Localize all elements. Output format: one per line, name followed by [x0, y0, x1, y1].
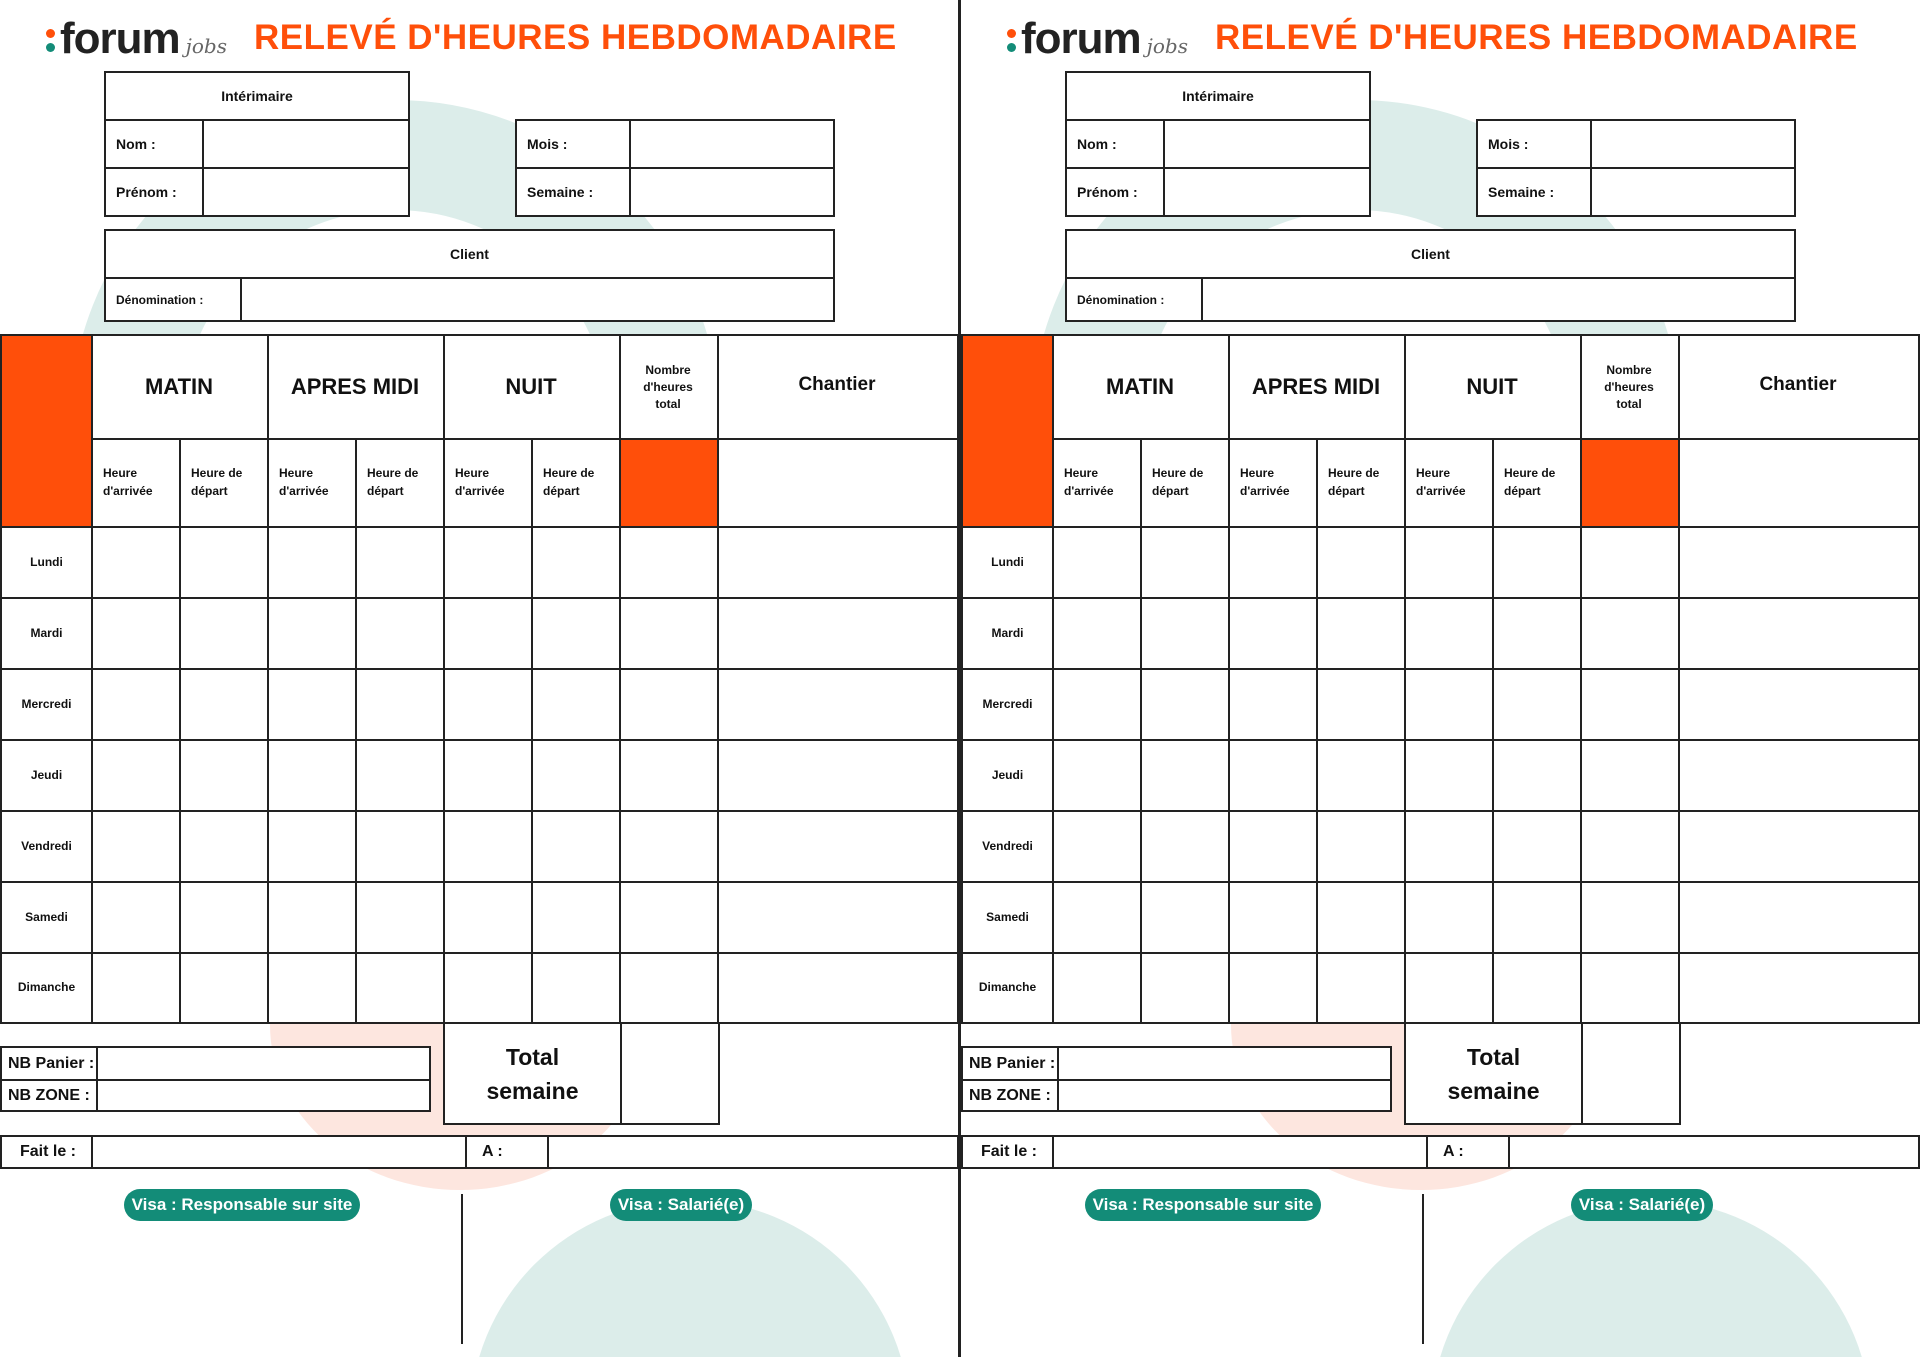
- hours-cell[interactable]: [179, 526, 267, 597]
- day-label: Mardi: [30, 625, 63, 640]
- total-semaine-label: Total semaine: [486, 1043, 579, 1104]
- denomination-label: Dénomination :: [1077, 292, 1165, 307]
- header-chantier: Chantier: [1759, 374, 1837, 395]
- hours-cell[interactable]: [717, 526, 957, 597]
- hours-cell[interactable]: [355, 526, 443, 597]
- hours-cell[interactable]: [1404, 810, 1492, 881]
- nb-box: [961, 1046, 1392, 1112]
- header-matin: MATIN: [1105, 374, 1175, 399]
- hours-cell[interactable]: [1140, 668, 1228, 739]
- hours-cell[interactable]: [1316, 739, 1404, 810]
- total-semaine-field[interactable]: [1583, 1024, 1679, 1123]
- hours-cell[interactable]: [1052, 952, 1140, 1022]
- hours-cell[interactable]: [1228, 526, 1316, 597]
- a-label: A :: [1443, 1143, 1464, 1160]
- hours-cell[interactable]: [355, 668, 443, 739]
- interimaire-header: Intérimaire: [221, 88, 293, 104]
- hours-cell[interactable]: [1140, 881, 1228, 952]
- hours-cell[interactable]: [1492, 739, 1580, 810]
- hours-cell[interactable]: [1404, 526, 1492, 597]
- prenom-label: Prénom :: [116, 184, 177, 200]
- mois-label: Mois :: [1488, 136, 1529, 152]
- header-nuit: NUIT: [505, 374, 557, 399]
- client-box: [104, 229, 835, 322]
- signature-divider: [461, 1194, 463, 1344]
- hours-cell[interactable]: [1404, 668, 1492, 739]
- denomination-field[interactable]: [242, 279, 833, 320]
- hours-cell[interactable]: [1404, 952, 1492, 1022]
- nb-zone-label: NB ZONE :: [969, 1086, 1051, 1104]
- hours-cell[interactable]: [717, 668, 957, 739]
- visa-salarie-badge: Visa : Salarié(e): [610, 1189, 752, 1221]
- hours-cell[interactable]: [1140, 952, 1228, 1022]
- day-label: Jeudi: [991, 767, 1024, 782]
- hours-cell[interactable]: [91, 739, 179, 810]
- hours-cell[interactable]: [91, 526, 179, 597]
- grid-line: [963, 739, 1918, 741]
- hours-cell[interactable]: [531, 810, 619, 881]
- date-place-box: [0, 1135, 959, 1169]
- hours-cell[interactable]: [619, 810, 717, 881]
- a-label: A :: [482, 1143, 503, 1160]
- hours-cell[interactable]: [1492, 810, 1580, 881]
- logo-dots-icon: [1005, 19, 1017, 53]
- hours-cell[interactable]: [1052, 597, 1140, 668]
- subheader-heure-arrivee: Heure d'arrivée: [279, 466, 329, 498]
- page-title: RELEVÉ D'HEURES HEBDOMADAIRE: [1215, 18, 1858, 57]
- hours-cell[interactable]: [1678, 881, 1918, 952]
- hours-cell[interactable]: [179, 810, 267, 881]
- hours-cell[interactable]: [443, 810, 531, 881]
- hours-cell[interactable]: [355, 739, 443, 810]
- fait-le-label: Fait le :: [20, 1143, 77, 1160]
- visa-responsable-badge: Visa : Responsable sur site: [1085, 1189, 1321, 1221]
- hours-cell[interactable]: [355, 597, 443, 668]
- hours-cell[interactable]: [531, 597, 619, 668]
- hours-cell[interactable]: [443, 739, 531, 810]
- visa-salarie-area[interactable]: [475, 1226, 935, 1346]
- hours-cell[interactable]: [1316, 668, 1404, 739]
- grid-line: [963, 597, 1918, 599]
- hours-cell[interactable]: [1678, 526, 1918, 597]
- hours-cell[interactable]: [717, 810, 957, 881]
- hours-cell[interactable]: [531, 952, 619, 1022]
- hours-cell[interactable]: [1228, 597, 1316, 668]
- grid-line: [1052, 438, 1918, 440]
- hours-cell[interactable]: [179, 952, 267, 1022]
- hours-cell[interactable]: [267, 668, 355, 739]
- hours-cell[interactable]: [1228, 881, 1316, 952]
- nom-label: Nom :: [1077, 136, 1117, 152]
- grid-line: [2, 739, 957, 741]
- nb-panier-label: NB Panier :: [8, 1054, 95, 1072]
- hours-cell[interactable]: [619, 526, 717, 597]
- hours-cell[interactable]: [91, 668, 179, 739]
- hours-cell[interactable]: [1228, 810, 1316, 881]
- corner-orange-block: [963, 336, 1052, 526]
- semaine-label: Semaine :: [527, 184, 594, 200]
- grid-line: [2, 952, 957, 954]
- hours-cell[interactable]: [1580, 526, 1678, 597]
- nom-label: Nom :: [116, 136, 156, 152]
- grid-line: [963, 952, 1918, 954]
- hours-cell[interactable]: [1140, 526, 1228, 597]
- day-label: Samedi: [986, 909, 1029, 924]
- visa-responsable-badge: Visa : Responsable sur site: [124, 1189, 360, 1221]
- subheader-heure-arrivee: Heure d'arrivée: [1416, 466, 1466, 498]
- mois-label: Mois :: [527, 136, 568, 152]
- fait-le-label: Fait le :: [981, 1143, 1038, 1160]
- day-label: Lundi: [30, 554, 63, 569]
- visa-responsable-area[interactable]: [20, 1226, 450, 1346]
- hours-cell[interactable]: [1316, 952, 1404, 1022]
- hours-cell[interactable]: [91, 597, 179, 668]
- day-label: Samedi: [25, 909, 68, 924]
- hours-cell[interactable]: [531, 739, 619, 810]
- hours-cell[interactable]: [1228, 668, 1316, 739]
- hours-cell[interactable]: [179, 881, 267, 952]
- grid-line: [963, 668, 1918, 670]
- semaine-field[interactable]: [1592, 169, 1794, 215]
- nb-zone-field[interactable]: [98, 1081, 429, 1110]
- subheader-heure-depart: Heure de départ: [1152, 466, 1204, 498]
- semaine-label: Semaine :: [1488, 184, 1555, 200]
- day-label: Lundi: [991, 554, 1024, 569]
- day-label: Dimanche: [978, 980, 1037, 994]
- day-label: Mercredi: [982, 696, 1033, 711]
- hours-cell[interactable]: [619, 597, 717, 668]
- hours-cell[interactable]: [267, 526, 355, 597]
- total-subheader-orange-block: [619, 438, 717, 526]
- hours-cell[interactable]: [355, 952, 443, 1022]
- nom-field[interactable]: [204, 121, 408, 167]
- hours-cell[interactable]: [619, 739, 717, 810]
- hours-cell[interactable]: [619, 881, 717, 952]
- hours-cell[interactable]: [91, 952, 179, 1022]
- grid-line: [963, 881, 1918, 883]
- prenom-field[interactable]: [1165, 169, 1369, 215]
- hours-table: [961, 334, 1920, 1024]
- grid-line: [2, 526, 957, 528]
- subheader-heure-depart: Heure de départ: [543, 466, 595, 498]
- hours-cell[interactable]: [531, 526, 619, 597]
- hours-cell[interactable]: [443, 526, 531, 597]
- hours-cell[interactable]: [179, 668, 267, 739]
- subheader-heure-depart: Heure de départ: [1328, 466, 1380, 498]
- subheader-heure-arrivee: Heure d'arrivée: [103, 466, 153, 498]
- hours-cell[interactable]: [1140, 810, 1228, 881]
- hours-cell[interactable]: [267, 952, 355, 1022]
- client-header: Client: [450, 246, 489, 262]
- nb-zone-field[interactable]: [1059, 1081, 1390, 1110]
- hours-cell[interactable]: [1052, 739, 1140, 810]
- hours-cell[interactable]: [1404, 597, 1492, 668]
- hours-cell[interactable]: [1492, 668, 1580, 739]
- hours-cell[interactable]: [443, 881, 531, 952]
- sheet-divider: [958, 0, 961, 1357]
- day-label: Jeudi: [30, 767, 63, 782]
- hours-cell[interactable]: [717, 952, 957, 1022]
- mois-field[interactable]: [1592, 121, 1794, 167]
- denomination-field[interactable]: [1203, 279, 1794, 320]
- hours-cell[interactable]: [1404, 739, 1492, 810]
- hours-cell[interactable]: [1140, 597, 1228, 668]
- hours-cell[interactable]: [1052, 881, 1140, 952]
- hours-cell[interactable]: [1678, 597, 1918, 668]
- hours-cell[interactable]: [531, 668, 619, 739]
- hours-cell[interactable]: [179, 739, 267, 810]
- prenom-label: Prénom :: [1077, 184, 1138, 200]
- nb-panier-field[interactable]: [1059, 1048, 1390, 1079]
- grid-line: [2, 810, 957, 812]
- hours-cell[interactable]: [267, 810, 355, 881]
- page-title: RELEVÉ D'HEURES HEBDOMADAIRE: [254, 18, 897, 57]
- hours-cell[interactable]: [1580, 952, 1678, 1022]
- hours-cell[interactable]: [1404, 881, 1492, 952]
- header-matin: MATIN: [144, 374, 214, 399]
- header-nombre-heures-total: Nombre d'heures total: [643, 362, 693, 411]
- total-semaine-label: Total semaine: [1447, 1043, 1540, 1104]
- hours-cell[interactable]: [1580, 881, 1678, 952]
- date-place-box: [961, 1135, 1920, 1169]
- hours-cell[interactable]: [443, 952, 531, 1022]
- hours-cell[interactable]: [1580, 597, 1678, 668]
- hours-cell[interactable]: [267, 881, 355, 952]
- hours-cell[interactable]: [1052, 810, 1140, 881]
- semaine-field[interactable]: [631, 169, 833, 215]
- fait-le-field[interactable]: [93, 1137, 465, 1167]
- hours-cell[interactable]: [1580, 739, 1678, 810]
- fait-le-field[interactable]: [1054, 1137, 1426, 1167]
- hours-cell[interactable]: [1492, 526, 1580, 597]
- nom-field[interactable]: [1165, 121, 1369, 167]
- header-nuit: NUIT: [1466, 374, 1518, 399]
- timesheet-page-right: [961, 0, 1920, 1357]
- period-box: [1476, 119, 1796, 217]
- interimaire-header: Intérimaire: [1182, 88, 1254, 104]
- hours-cell[interactable]: [1316, 810, 1404, 881]
- hours-table: [0, 334, 959, 1024]
- hours-cell[interactable]: [1052, 526, 1140, 597]
- grid-line: [2, 597, 957, 599]
- hours-cell[interactable]: [619, 668, 717, 739]
- subheader-heure-arrivee: Heure d'arrivée: [1240, 466, 1290, 498]
- header-apres-midi: APRES MIDI: [1251, 374, 1381, 399]
- grid-line: [963, 810, 1918, 812]
- hours-cell[interactable]: [1678, 739, 1918, 810]
- header-apres-midi: APRES MIDI: [290, 374, 420, 399]
- grid-line: [91, 438, 957, 440]
- day-label: Mercredi: [21, 696, 72, 711]
- hours-cell[interactable]: [1580, 810, 1678, 881]
- nb-zone-label: NB ZONE :: [8, 1086, 90, 1104]
- forum-jobs-logo: forum jobs: [1005, 14, 1188, 62]
- grid-line: [2, 668, 957, 670]
- hours-cell[interactable]: [1316, 881, 1404, 952]
- hours-cell[interactable]: [619, 952, 717, 1022]
- hours-cell[interactable]: [1678, 810, 1918, 881]
- nb-panier-label: NB Panier :: [969, 1054, 1056, 1072]
- grid-line: [963, 526, 1918, 528]
- hours-cell[interactable]: [179, 597, 267, 668]
- hours-cell[interactable]: [531, 881, 619, 952]
- hours-cell[interactable]: [1140, 739, 1228, 810]
- total-semaine-field[interactable]: [622, 1024, 718, 1123]
- total-semaine-box: [1404, 1022, 1681, 1125]
- hours-cell[interactable]: [1228, 952, 1316, 1022]
- day-label: Dimanche: [17, 980, 76, 994]
- interimaire-box: [1065, 71, 1371, 217]
- hours-cell[interactable]: [91, 810, 179, 881]
- header-nombre-heures-total: Nombre d'heures total: [1604, 362, 1654, 411]
- a-field[interactable]: [1510, 1137, 1918, 1167]
- hours-cell[interactable]: [1492, 881, 1580, 952]
- hours-cell[interactable]: [443, 597, 531, 668]
- hours-cell[interactable]: [1492, 597, 1580, 668]
- day-label: Mardi: [991, 625, 1024, 640]
- subheader-heure-depart: Heure de départ: [1504, 466, 1556, 498]
- hours-cell[interactable]: [267, 597, 355, 668]
- client-box: [1065, 229, 1796, 322]
- hours-cell[interactable]: [355, 881, 443, 952]
- visa-salarie-area[interactable]: [1436, 1226, 1896, 1346]
- day-label: Vendredi: [982, 838, 1033, 853]
- day-label: Vendredi: [21, 838, 72, 853]
- hours-cell[interactable]: [1228, 739, 1316, 810]
- hours-cell[interactable]: [1316, 597, 1404, 668]
- nb-box: [0, 1046, 431, 1112]
- hours-cell[interactable]: [1052, 668, 1140, 739]
- visa-responsable-area[interactable]: [981, 1226, 1411, 1346]
- hours-cell[interactable]: [91, 881, 179, 952]
- hours-cell[interactable]: [717, 597, 957, 668]
- timesheet-page-left: [0, 0, 959, 1357]
- period-box: [515, 119, 835, 217]
- mois-field[interactable]: [631, 121, 833, 167]
- forum-jobs-logo: forum jobs: [44, 14, 227, 62]
- client-header: Client: [1411, 246, 1450, 262]
- logo-dots-icon: [44, 19, 56, 53]
- total-subheader-orange-block: [1580, 438, 1678, 526]
- hours-cell[interactable]: [1492, 952, 1580, 1022]
- hours-cell[interactable]: [355, 810, 443, 881]
- hours-cell[interactable]: [1580, 668, 1678, 739]
- hours-cell[interactable]: [1678, 952, 1918, 1022]
- visa-salarie-badge: Visa : Salarié(e): [1571, 1189, 1713, 1221]
- hours-cell[interactable]: [717, 739, 957, 810]
- a-field[interactable]: [549, 1137, 957, 1167]
- hours-cell[interactable]: [1678, 668, 1918, 739]
- hours-cell[interactable]: [443, 668, 531, 739]
- subheader-heure-arrivee: Heure d'arrivée: [455, 466, 505, 498]
- hours-cell[interactable]: [267, 739, 355, 810]
- grid-line: [2, 881, 957, 883]
- signature-divider: [1422, 1194, 1424, 1344]
- denomination-label: Dénomination :: [116, 292, 204, 307]
- header-chantier: Chantier: [798, 374, 876, 395]
- subheader-heure-depart: Heure de départ: [191, 466, 243, 498]
- prenom-field[interactable]: [204, 169, 408, 215]
- subheader-heure-arrivee: Heure d'arrivée: [1064, 466, 1114, 498]
- nb-panier-field[interactable]: [98, 1048, 429, 1079]
- hours-cell[interactable]: [1316, 526, 1404, 597]
- interimaire-box: [104, 71, 410, 217]
- corner-orange-block: [2, 336, 91, 526]
- subheader-heure-depart: Heure de départ: [367, 466, 419, 498]
- total-semaine-box: [443, 1022, 720, 1125]
- hours-cell[interactable]: [717, 881, 957, 952]
